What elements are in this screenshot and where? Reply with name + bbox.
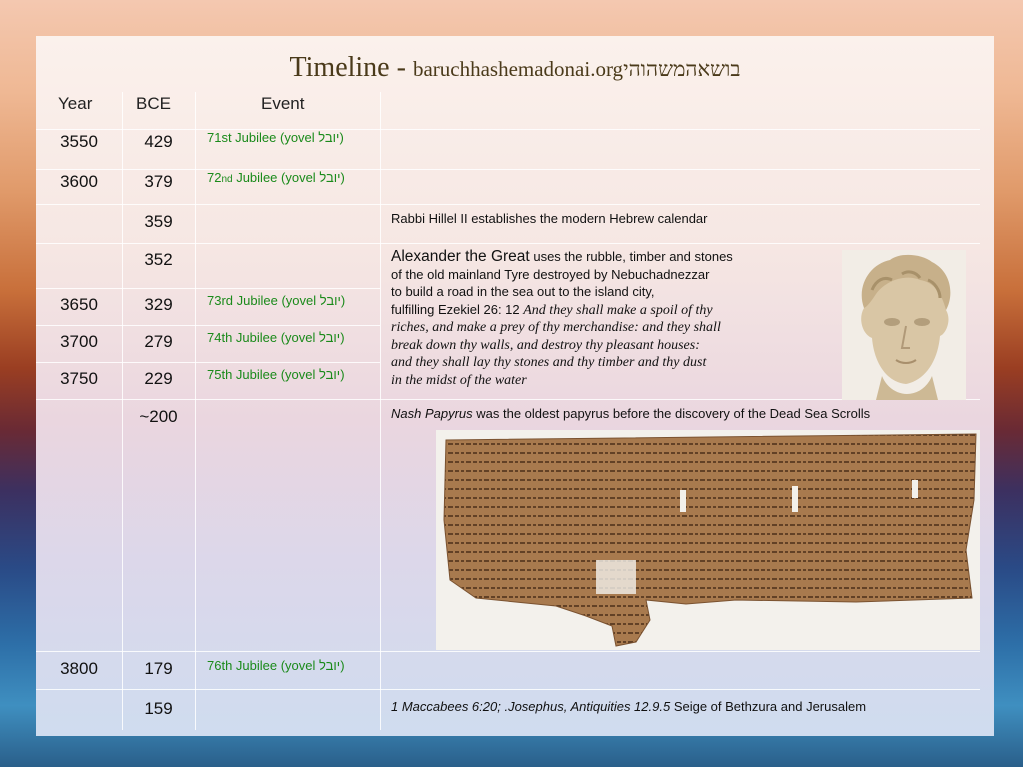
year-cell: 3550 [60, 132, 98, 151]
bce-cell: 179 [144, 659, 173, 678]
year-cell: 3750 [60, 369, 98, 388]
alexander-bust-image [842, 250, 966, 400]
hebrew-name: בושאהמשהוהי [623, 57, 741, 81]
maccabees-event: 1 Maccabees 6:20; .Josephus, Antiquities 12.9.5 Seige of Bethzura and Jerusalem [391, 699, 867, 714]
header-event: Event [261, 94, 305, 113]
event-text: Rabbi Hillel II establishes the modern Hebrew calendar [391, 211, 708, 226]
bce-cell: 379 [144, 172, 173, 191]
slide-title: Timeline - baruchhashemadonai.orgבושאהמשהוהי [289, 52, 741, 83]
bce-cell: 352 [144, 250, 173, 269]
column-divider [380, 92, 381, 730]
row-divider [36, 689, 980, 690]
header-bce: BCE [136, 94, 171, 113]
jubilee-label: 73rd Jubilee (yovel יובל) [207, 293, 346, 308]
bce-cell: 229 [144, 369, 173, 388]
row-divider [36, 288, 380, 289]
row-divider [36, 362, 380, 363]
year-cell: 3800 [60, 659, 98, 678]
site-name: baruchhashemadonai.org [412, 57, 624, 81]
bce-cell: 429 [144, 132, 173, 151]
row-divider [36, 204, 980, 205]
jubilee-label: 76th Jubilee (yovel יובל) [207, 658, 345, 673]
bce-cell: 329 [144, 295, 173, 314]
column-divider [195, 92, 196, 730]
jubilee-label: 74th Jubilee (yovel יובל) [207, 330, 345, 345]
row-divider [36, 129, 980, 130]
slide [36, 36, 994, 736]
nash-event: Nash Papyrus was the oldest papyrus before the discovery of the Dead Sea Scrolls [391, 406, 871, 421]
year-cell: 3700 [60, 332, 98, 351]
row-divider [36, 243, 980, 244]
bce-cell: 159 [144, 699, 173, 718]
row-divider [36, 399, 980, 400]
year-cell: 3600 [60, 172, 98, 191]
alexander-event: Alexander the Great uses the rubble, timber and stones of the old mainland Tyre destroyed by Nebuchadnezzar to build a road in the sea out to the island city, fulfilling Ezekiel 26: 12 And they shall make a spoil of thy riches, and make a prey of thy merchandise: and they shall break down thy walls, and destroy thy pleasant houses: and they shall lay thy stones and thy timber and thy dust in the midst of the water [391, 248, 733, 388]
bce-cell: ~200 [139, 407, 178, 426]
jubilee-label: 72nd Jubilee (yovel יובל) [207, 170, 345, 185]
bce-cell: 279 [144, 332, 173, 351]
row-divider [36, 169, 980, 170]
row-divider [36, 651, 980, 652]
nash-papyrus-image [436, 430, 980, 650]
jubilee-label: 71st Jubilee (yovel יובל) [207, 130, 344, 145]
jubilee-label: 75th Jubilee (yovel יובל) [207, 367, 345, 382]
row-divider [36, 325, 380, 326]
header-year: Year [58, 94, 93, 113]
bce-cell: 359 [144, 212, 173, 231]
year-cell: 3650 [60, 295, 98, 314]
